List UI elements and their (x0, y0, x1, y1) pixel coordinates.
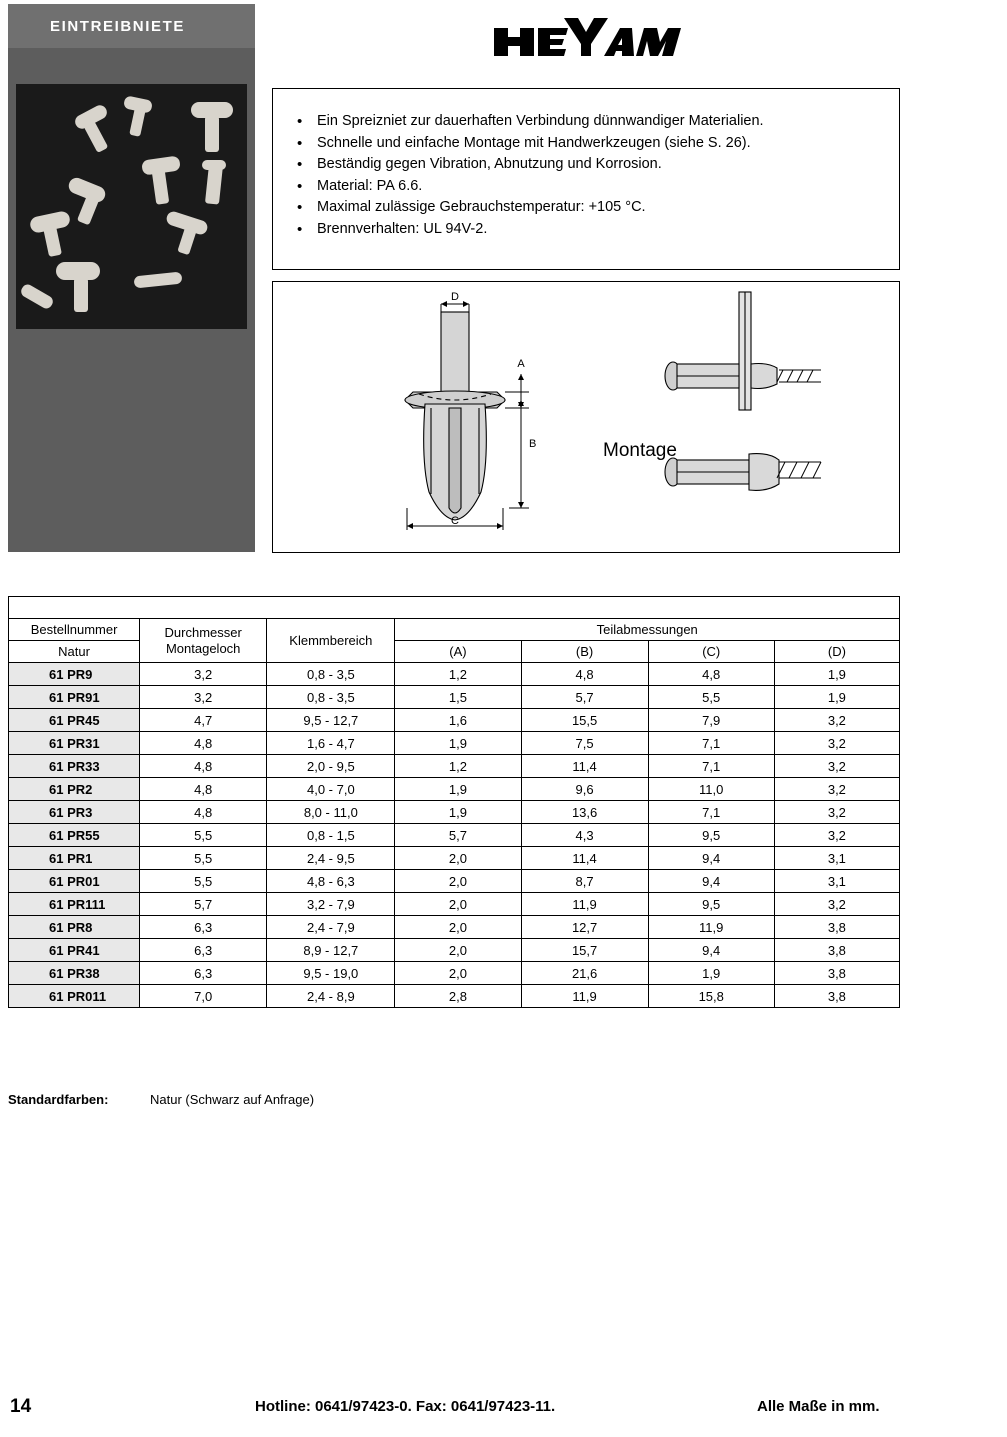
cell-klemmbereich: 0,8 - 1,5 (267, 824, 395, 847)
cell-klemmbereich: 4,8 - 6,3 (267, 870, 395, 893)
table-row (9, 847, 900, 870)
cell-part: 61 PR33 (9, 755, 140, 778)
cell-durchmesser: 6,3 (140, 962, 267, 985)
cell-b: 15,7 (521, 939, 648, 962)
montage-label: Montage (603, 440, 677, 461)
cell-part: 61 PR1 (9, 847, 140, 870)
list-item: • Maximal zulässige Gebrauchstemperatur: +105 °C. (317, 197, 879, 219)
cell-c: 7,1 (648, 732, 774, 755)
col-durchmesser: Durchmesser (164, 624, 242, 640)
cell-d: 3,2 (774, 709, 899, 732)
cell-c: 9,5 (648, 893, 774, 916)
table-row (9, 686, 900, 709)
cell-klemmbereich: 8,0 - 11,0 (267, 801, 395, 824)
cell-durchmesser: 5,5 (140, 870, 267, 893)
list-item: • Beständig gegen Vibration, Abnutzung und Korrosion. (317, 154, 879, 176)
cell-d: 3,2 (774, 732, 899, 755)
col-natur: Natur (9, 641, 140, 663)
cell-a: 2,0 (395, 847, 521, 870)
photo-rivet (202, 160, 226, 170)
cell-c: 11,9 (648, 916, 774, 939)
cell-klemmbereich: 9,5 - 19,0 (267, 962, 395, 985)
technical-drawing-box (272, 281, 900, 553)
col-klemmbereich: Klemmbereich (267, 619, 395, 663)
table-top-band (9, 597, 900, 619)
spec-table-wrap (8, 596, 900, 1008)
cell-b: 7,5 (521, 732, 648, 755)
cell-d: 3,8 (774, 939, 899, 962)
cell-klemmbereich: 0,8 - 3,5 (267, 663, 395, 686)
cell-part: 61 PR91 (9, 686, 140, 709)
hotline-text: Hotline: 0641/97423-0. Fax: 0641/97423-11. (255, 1398, 556, 1415)
cell-c: 5,5 (648, 686, 774, 709)
cell-b: 8,7 (521, 870, 648, 893)
cell-d: 3,8 (774, 985, 899, 1008)
table-row (9, 755, 900, 778)
photo-rivet (77, 193, 100, 226)
cell-a: 2,0 (395, 916, 521, 939)
cell-d: 3,2 (774, 755, 899, 778)
cell-part: 61 PR31 (9, 732, 140, 755)
cell-durchmesser: 4,8 (140, 755, 267, 778)
cell-c: 9,4 (648, 847, 774, 870)
cell-c: 7,1 (648, 755, 774, 778)
cell-durchmesser: 3,2 (140, 686, 267, 709)
col-c: (C) (648, 641, 774, 663)
cell-d: 1,9 (774, 663, 899, 686)
top-band-cell (9, 597, 900, 619)
cell-durchmesser: 3,2 (140, 663, 267, 686)
cell-d: 3,8 (774, 916, 899, 939)
heyman-logo (492, 18, 682, 62)
col-bestellnummer: Bestellnummer (9, 619, 140, 641)
table-header-row-1 (9, 619, 900, 641)
cell-a: 2,8 (395, 985, 521, 1008)
col-d: (D) (774, 641, 899, 663)
list-item: • Material: PA 6.6. (317, 176, 879, 198)
cell-klemmbereich: 2,4 - 7,9 (267, 916, 395, 939)
cell-d: 3,1 (774, 847, 899, 870)
photo-rivet (43, 225, 62, 257)
cell-part: 61 PR011 (9, 985, 140, 1008)
standardfarben-label: Standardfarben: (8, 1092, 109, 1107)
table-row (9, 870, 900, 893)
cell-klemmbereich: 9,5 - 12,7 (267, 709, 395, 732)
cell-c: 7,1 (648, 801, 774, 824)
cell-a: 1,5 (395, 686, 521, 709)
cell-b: 15,5 (521, 709, 648, 732)
cell-klemmbereich: 3,2 - 7,9 (267, 893, 395, 916)
cell-durchmesser: 4,7 (140, 709, 267, 732)
cell-part: 61 PR01 (9, 870, 140, 893)
cell-d: 3,2 (774, 778, 899, 801)
cell-klemmbereich: 1,6 - 4,7 (267, 732, 395, 755)
cell-a: 1,6 (395, 709, 521, 732)
units-note: Alle Maße in mm. (757, 1398, 880, 1415)
cell-b: 11,4 (521, 847, 648, 870)
cell-c: 9,4 (648, 870, 774, 893)
cell-part: 61 PR45 (9, 709, 140, 732)
cell-c: 9,5 (648, 824, 774, 847)
cell-a: 1,2 (395, 663, 521, 686)
table-row (9, 709, 900, 732)
page-number: 14 (10, 1396, 32, 1417)
cell-d: 3,2 (774, 893, 899, 916)
table-row (9, 939, 900, 962)
col-a: (A) (395, 641, 521, 663)
cell-b: 13,6 (521, 801, 648, 824)
cell-c: 4,8 (648, 663, 774, 686)
dim-d-label: D (451, 291, 459, 303)
cell-part: 61 PR38 (9, 962, 140, 985)
cell-a: 2,0 (395, 893, 521, 916)
cell-b: 11,9 (521, 893, 648, 916)
cell-klemmbereich: 4,0 - 7,0 (267, 778, 395, 801)
cell-klemmbereich: 2,4 - 9,5 (267, 847, 395, 870)
features-box (272, 88, 900, 270)
photo-rivet (205, 116, 219, 152)
cell-d: 3,2 (774, 801, 899, 824)
cell-c: 15,8 (648, 985, 774, 1008)
cell-c: 1,9 (648, 962, 774, 985)
list-item: • Ein Spreizniet zur dauerhaften Verbindung dünnwandiger Materialien. (317, 111, 879, 133)
cell-d: 3,8 (774, 962, 899, 985)
dim-c-label: C (451, 515, 459, 527)
table-row (9, 824, 900, 847)
cell-a: 1,9 (395, 732, 521, 755)
cell-durchmesser: 4,8 (140, 801, 267, 824)
dim-b-label: B (529, 438, 537, 450)
standardfarben-value: Natur (Schwarz auf Anfrage) (150, 1092, 315, 1107)
cell-b: 9,6 (521, 778, 648, 801)
cell-part: 61 PR55 (9, 824, 140, 847)
cell-part: 61 PR2 (9, 778, 140, 801)
list-item: • Schnelle und einfache Montage mit Handwerkzeugen (siehe S. 26). (317, 133, 879, 155)
cell-a: 2,0 (395, 870, 521, 893)
table-row (9, 778, 900, 801)
cell-klemmbereich: 2,4 - 8,9 (267, 985, 395, 1008)
dim-a-label: A (517, 358, 525, 370)
table-row (9, 732, 900, 755)
cell-durchmesser: 5,5 (140, 847, 267, 870)
table-row (9, 962, 900, 985)
table-row (9, 663, 900, 686)
col-b: (B) (521, 641, 648, 663)
cell-a: 1,2 (395, 755, 521, 778)
features-list (295, 111, 879, 240)
cell-klemmbereich: 0,8 - 3,5 (267, 686, 395, 709)
photo-rivet (152, 169, 170, 204)
cell-a: 1,9 (395, 801, 521, 824)
cell-b: 21,6 (521, 962, 648, 985)
photo-rivet (19, 282, 55, 310)
cell-part: 61 PR9 (9, 663, 140, 686)
cell-c: 7,9 (648, 709, 774, 732)
cell-klemmbereich: 8,9 - 12,7 (267, 939, 395, 962)
table-row (9, 985, 900, 1008)
col-teilabmessungen: Teilabmessungen (395, 619, 900, 641)
cell-b: 11,4 (521, 755, 648, 778)
cell-b: 12,7 (521, 916, 648, 939)
cell-c: 11,0 (648, 778, 774, 801)
cell-durchmesser: 5,5 (140, 824, 267, 847)
product-photo (16, 84, 247, 329)
heyman-logo-icon (492, 18, 682, 62)
list-item: • Brennverhalten: UL 94V-2. (317, 219, 879, 241)
cell-durchmesser: 6,3 (140, 916, 267, 939)
cell-b: 4,8 (521, 663, 648, 686)
photo-rivet (129, 107, 146, 137)
technical-drawing (273, 282, 899, 552)
table-row (9, 801, 900, 824)
cell-d: 1,9 (774, 686, 899, 709)
photo-rivet (134, 272, 183, 289)
cell-a: 1,9 (395, 778, 521, 801)
cell-part: 61 PR41 (9, 939, 140, 962)
cell-part: 61 PR3 (9, 801, 140, 824)
cell-d: 3,1 (774, 870, 899, 893)
photo-rivet (84, 121, 109, 153)
category-title: EINTREIBNIETE (8, 4, 255, 48)
cell-durchmesser: 4,8 (140, 732, 267, 755)
cell-part: 61 PR111 (9, 893, 140, 916)
cell-part: 61 PR8 (9, 916, 140, 939)
photo-rivet (74, 278, 88, 312)
cell-durchmesser: 7,0 (140, 985, 267, 1008)
category-sidebar (8, 4, 255, 552)
cell-b: 11,9 (521, 985, 648, 1008)
cell-a: 5,7 (395, 824, 521, 847)
cell-durchmesser: 4,8 (140, 778, 267, 801)
cell-durchmesser: 5,7 (140, 893, 267, 916)
photo-rivet (177, 227, 196, 255)
col-montageloch: Montageloch (165, 640, 241, 656)
cell-b: 5,7 (521, 686, 648, 709)
col-durchmesser-montageloch (140, 619, 267, 663)
cell-durchmesser: 6,3 (140, 939, 267, 962)
spec-table (8, 596, 900, 1008)
table-row (9, 916, 900, 939)
cell-d: 3,2 (774, 824, 899, 847)
cell-b: 4,3 (521, 824, 648, 847)
cell-klemmbereich: 2,0 - 9,5 (267, 755, 395, 778)
table-row (9, 893, 900, 916)
cell-a: 2,0 (395, 962, 521, 985)
cell-c: 9,4 (648, 939, 774, 962)
cell-a: 2,0 (395, 939, 521, 962)
